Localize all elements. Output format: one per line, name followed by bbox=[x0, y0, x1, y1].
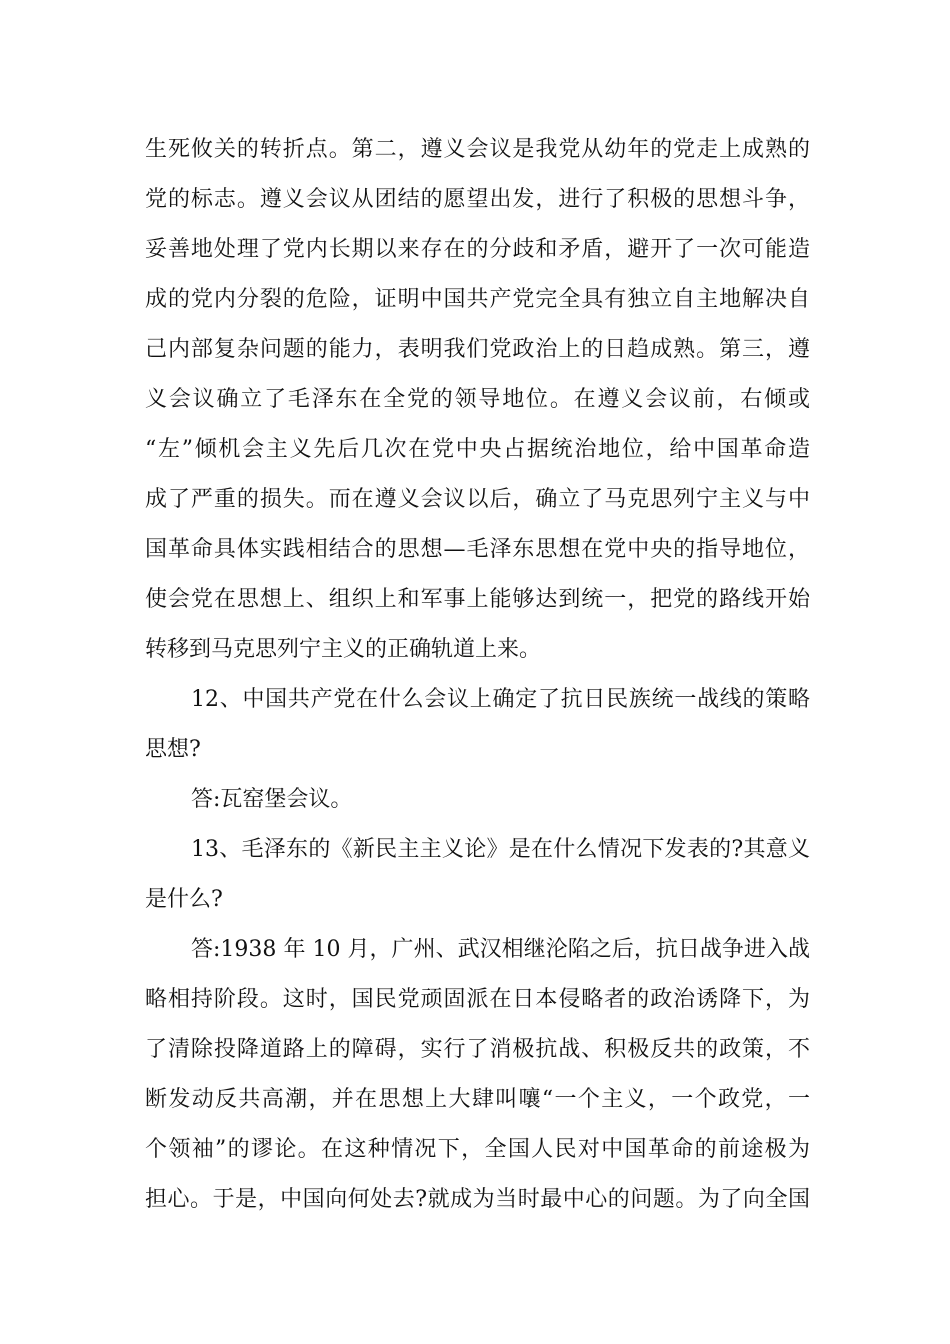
answer-13: 答:1938 年 10 月，广州、武汉相继沦陷之后，抗日战争进入战 bbox=[191, 937, 810, 962]
text-line: 了清除投降道路上的障碍，实行了消极抗战、积极反共的政策，不 bbox=[145, 1037, 810, 1062]
text-line: “左”倾机会主义先后几次在党中央占据统治地位，给中国革命造 bbox=[145, 437, 810, 462]
text-line: 成的党内分裂的危险，证明中国共产党完全具有独立自主地解决自 bbox=[145, 287, 810, 312]
text-line: 转移到马克思列宁主义的正确轨道上来。 bbox=[145, 637, 542, 662]
question-13: 13、毛泽东的《新民主主义论》是在什么情况下发表的?其意义 bbox=[191, 837, 810, 862]
text-line: 己内部复杂问题的能力，表明我们党政治上的日趋成熟。第三，遵 bbox=[145, 337, 810, 362]
answer-12: 答:瓦窑堡会议。 bbox=[191, 787, 353, 812]
text-line: 使会党在思想上、组织上和军事上能够达到统一，把党的路线开始 bbox=[145, 587, 810, 612]
text-line: 义会议确立了毛泽东在全党的领导地位。在遵义会议前，右倾或 bbox=[145, 387, 810, 412]
text-line: 国革命具体实践相结合的思想—毛泽东思想在党中央的指导地位， bbox=[145, 537, 810, 562]
text-line: 是什么? bbox=[145, 887, 223, 912]
text-line: 生死攸关的转折点。第二，遵义会议是我党从幼年的党走上成熟的 bbox=[145, 137, 810, 162]
text-line: 担心。于是，中国向何处去?就成为当时最中心的问题。为了向全国 bbox=[145, 1187, 810, 1212]
text-line: 个领袖”的谬论。在这种情况下，全国人民对中国革命的前途极为 bbox=[145, 1137, 810, 1162]
text-line: 断发动反共高潮，并在思想上大肆叫嚷“一个主义，一个政党，一 bbox=[145, 1087, 810, 1112]
question-12: 12、中国共产党在什么会议上确定了抗日民族统一战线的策略 bbox=[191, 687, 810, 712]
text-line: 妥善地处理了党内长期以来存在的分歧和矛盾，避开了一次可能造 bbox=[145, 237, 810, 262]
text-line: 略相持阶段。这时，国民党顽固派在日本侵略者的政治诱降下，为 bbox=[145, 987, 810, 1012]
text-line: 党的标志。遵义会议从团结的愿望出发，进行了积极的思想斗争， bbox=[145, 187, 810, 212]
text-line: 成了严重的损失。而在遵义会议以后，确立了马克思列宁主义与中 bbox=[145, 487, 810, 512]
text-line: 思想? bbox=[145, 737, 201, 762]
